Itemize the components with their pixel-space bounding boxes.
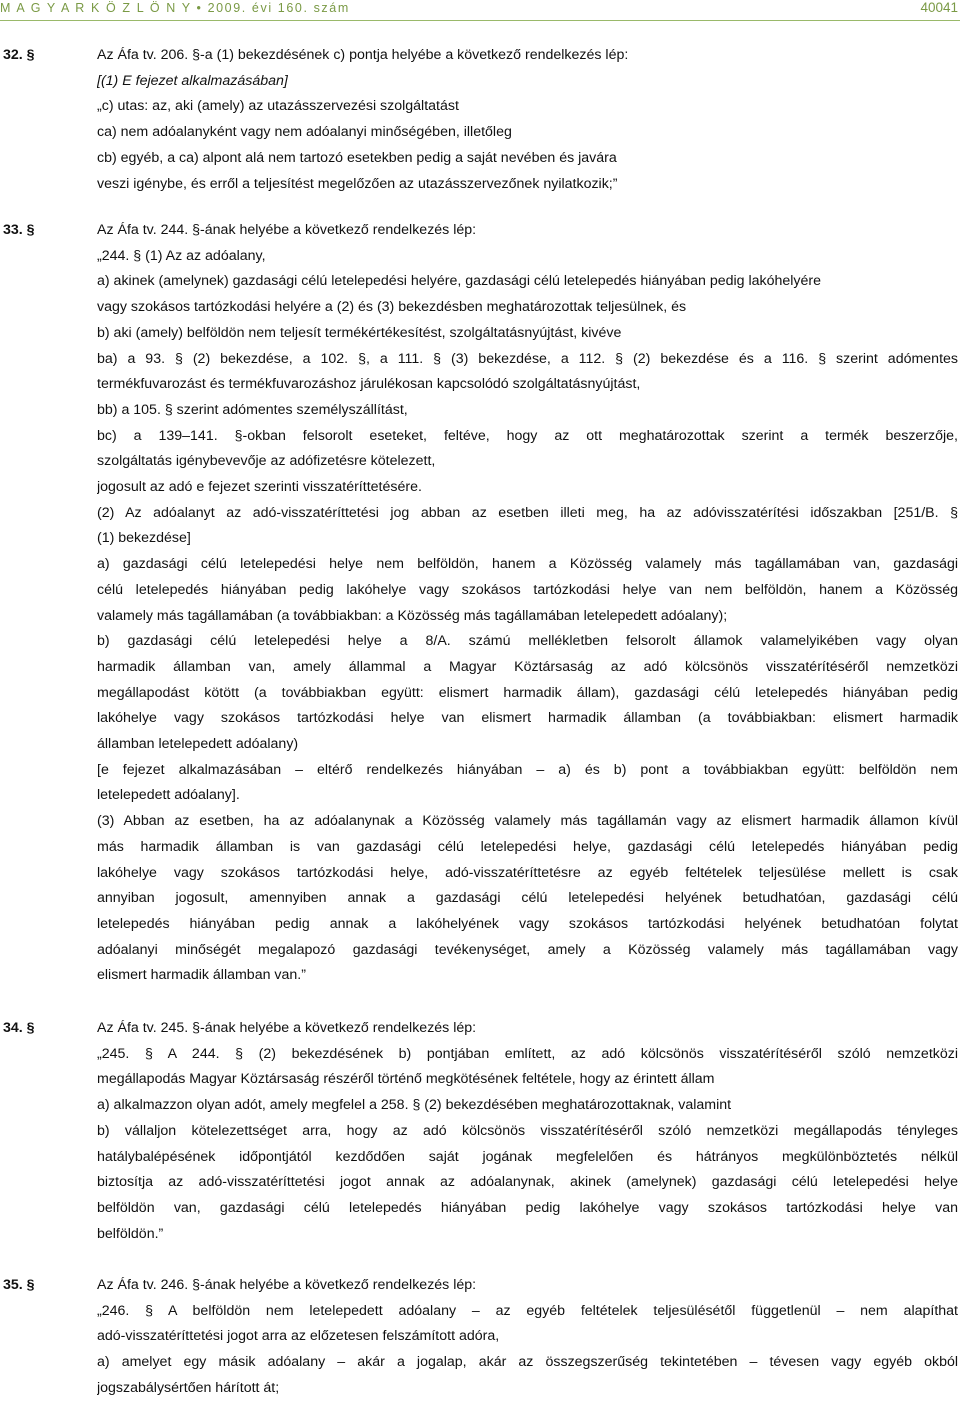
journal-title: M A G Y A R K Ö Z L Ö N Y • 2009. évi 160. szám <box>0 1 350 15</box>
text-line: hatálybalépésének időpontjától kezdődően saját jogának megfelelően és hátrányos megkülönböztetés nélkül <box>97 1149 958 1165</box>
text-line: b) vállaljon kötelezettséget arra, hogy az adó kölcsönös visszatérítéséről szóló nemzetközi megállapodás tényleges <box>97 1123 958 1139</box>
text-line: a) amelyet egy másik adóalany – akár a jogalap, akár az összegszerűség tekintetében – tévesen vagy egyéb okból <box>97 1354 958 1370</box>
text-line: [(1) E fejezet alkalmazásában] <box>97 73 288 89</box>
text-line: más harmadik államban is van gazdasági célú letelepedési helye, gazdasági célú letelepedés hiányában pedig <box>97 839 958 855</box>
text-line: [e fejezet alkalmazásában – eltérő rendelkezés hiányában – a) és b) pont a továbbiakban együtt: belföldön nem <box>97 762 958 778</box>
text-line: (3) Abban az esetben, ha az adóalanynak a Közösség valamely más tagállamán vagy az elismert harmadik államon kívül <box>97 813 958 829</box>
text-line: adó-visszatéríttetési jogot arra az előzetesen felszámított adóra, <box>97 1328 500 1344</box>
text-line: megállapodás Magyar Köztársaság részéről történő megkötésének feltétele, hogy az érintett állam <box>97 1071 715 1087</box>
text-line: ba) a 93. § (2) bekezdése, a 102. §, a 111. § (3) bekezdése, a 112. § (2) bekezdése és a 116. § szerint adómentes <box>97 351 958 367</box>
text-line: jogszabálysértően hárított át; <box>97 1380 280 1396</box>
text-line: a) alkalmazzon olyan adót, amely megfelel a 258. § (2) bekezdésében meghatározottaknak, valamint <box>97 1097 732 1113</box>
text-line: „c) utas: az, aki (amely) az utazásszervezési szolgáltatást <box>97 98 459 114</box>
text-line: célú letelepedés hiányában pedig lakóhelye vagy szokásos tartózkodási helye van nem belföldön, hanem a Közösség <box>97 582 958 598</box>
header-rule <box>0 20 960 21</box>
text-line: veszi igénybe, és erről a teljesítést megelőzően az utazásszervezőnek nyilatkozik;” <box>97 176 618 192</box>
text-line: cb) egyéb, a ca) alpont alá nem tartozó esetekben pedig a saját nevében és javára <box>97 150 617 166</box>
text-line: termékfuvarozást és termékfuvarozáshoz járulékosan kapcsolódó szolgáltatásnyújtást, <box>97 376 641 392</box>
text-line: valamely más tagállamában (a továbbiakban: a Közösség más tagállamában letelepedett adóalany); <box>97 608 728 624</box>
text-line: elismert harmadik államban van.” <box>97 967 306 983</box>
text-line: annyiban jogosult, amennyiben annak a gazdasági célú letelepedési helyének betudhatóan, gazdasági célú <box>97 890 958 906</box>
text-line: a) gazdasági célú letelepedési helye nem belföldön, hanem a Közösség valamely más tagállamában van, gazdasági <box>97 556 958 572</box>
text-line: Az Áfa tv. 246. §-ának helyébe a következő rendelkezés lép: <box>97 1277 477 1293</box>
section-number: 32. § <box>3 47 35 63</box>
text-line: biztosítja az adó-visszatéríttetési jogot annak az adóalanynak, akinek (amelynek) gazdasági célú letelepedési helye <box>97 1174 958 1190</box>
text-line: vagy szokásos tartózkodási helyére a (2) és (3) bekezdésben meghatározottak teljesülnek, és <box>97 299 687 315</box>
text-line: államban letelepedett adóalany) <box>97 736 299 752</box>
page-number: 40041 <box>920 0 958 15</box>
text-line: bc) a 139–141. §-okban felsorolt eseteket, feltéve, hogy az ott meghatározottak szerint a termék beszerzője, <box>97 428 958 444</box>
section-number: 33. § <box>3 222 35 238</box>
text-line: b) aki (amely) belföldön nem teljesít termékértékesítést, szolgáltatásnyújtást, kivéve <box>97 325 622 341</box>
text-line: Az Áfa tv. 206. §-a (1) bekezdésének c) pontja helyébe a következő rendelkezés lép: <box>97 47 629 63</box>
text-line: lakóhelye vagy szokásos tartózkodási helye, adó-visszatéríttetésre az egyéb feltételek teljesülése mellett is csak <box>97 865 958 881</box>
text-line: szolgáltatás igénybevevője az adófizetésre kötelezett, <box>97 453 436 469</box>
text-line: a) akinek (amelynek) gazdasági célú letelepedési helyére, gazdasági célú letelepedés hiányában pedig lakóhelyére <box>97 273 822 289</box>
section-number: 35. § <box>3 1277 35 1293</box>
text-line: megállapodást kötött (a továbbiakban együtt: elismert harmadik állam), gazdasági célú letelepedés hiányában pedig <box>97 685 958 701</box>
text-line: b) gazdasági célú letelepedési helye a 8/A. számú mellékletben felsorolt államok valamelyikében vagy olyan <box>97 633 958 649</box>
text-line: letelepedés hiányában pedig annak a lakóhelyének vagy szokásos tartózkodási helyének betudhatóan folytat <box>97 916 958 932</box>
text-line: (2) Az adóalanyt az adó-visszatéríttetési jog abban az esetben illeti meg, ha az adóvisszatérítési időszakban [251/B. § <box>97 505 958 521</box>
text-line: adóalanyi minőségét megalapozó gazdasági tevékenységet, amely a Közösség valamely más tagállamában vagy <box>97 942 958 958</box>
text-line: „244. § (1) Az az adóalany, <box>97 248 266 264</box>
text-line: Az Áfa tv. 245. §-ának helyébe a következő rendelkezés lép: <box>97 1020 477 1036</box>
text-line: belföldön.” <box>97 1226 164 1242</box>
text-line: „246. § A belföldön nem letelepedett adóalany – az egyéb feltételek teljesülésétől függetlenül – nem alapíthat <box>97 1303 958 1319</box>
text-line: (1) bekezdése] <box>97 530 191 546</box>
text-line: ca) nem adóalanyként vagy nem adóalanyi minőségében, illetőleg <box>97 124 512 140</box>
text-line: harmadik államban van, amely állammal a Magyar Köztársaság az adó kölcsönös visszatérítéséről nemzetközi <box>97 659 958 675</box>
text-line: „245. § A 244. § (2) bekezdésének b) pontjában említett, az adó kölcsönös visszatérítéséről szóló nemzetközi <box>97 1046 958 1062</box>
text-line: lakóhelye vagy szokásos tartózkodási helye van elismert harmadik államban (a továbbiakban: elismert harmadik <box>97 710 958 726</box>
text-line: jogosult az adó e fejezet szerinti visszatéríttetésére. <box>97 479 422 495</box>
text-line: belföldön van, gazdasági célú letelepedés hiányában pedig lakóhelye vagy szokásos tartózkodási helye van <box>97 1200 958 1216</box>
text-line: bb) a 105. § szerint adómentes személyszállítást, <box>97 402 408 418</box>
text-line: Az Áfa tv. 244. §-ának helyébe a következő rendelkezés lép: <box>97 222 477 238</box>
page-header <box>0 0 960 20</box>
text-line: letelepedett adóalany]. <box>97 787 240 803</box>
section-number: 34. § <box>3 1020 35 1036</box>
